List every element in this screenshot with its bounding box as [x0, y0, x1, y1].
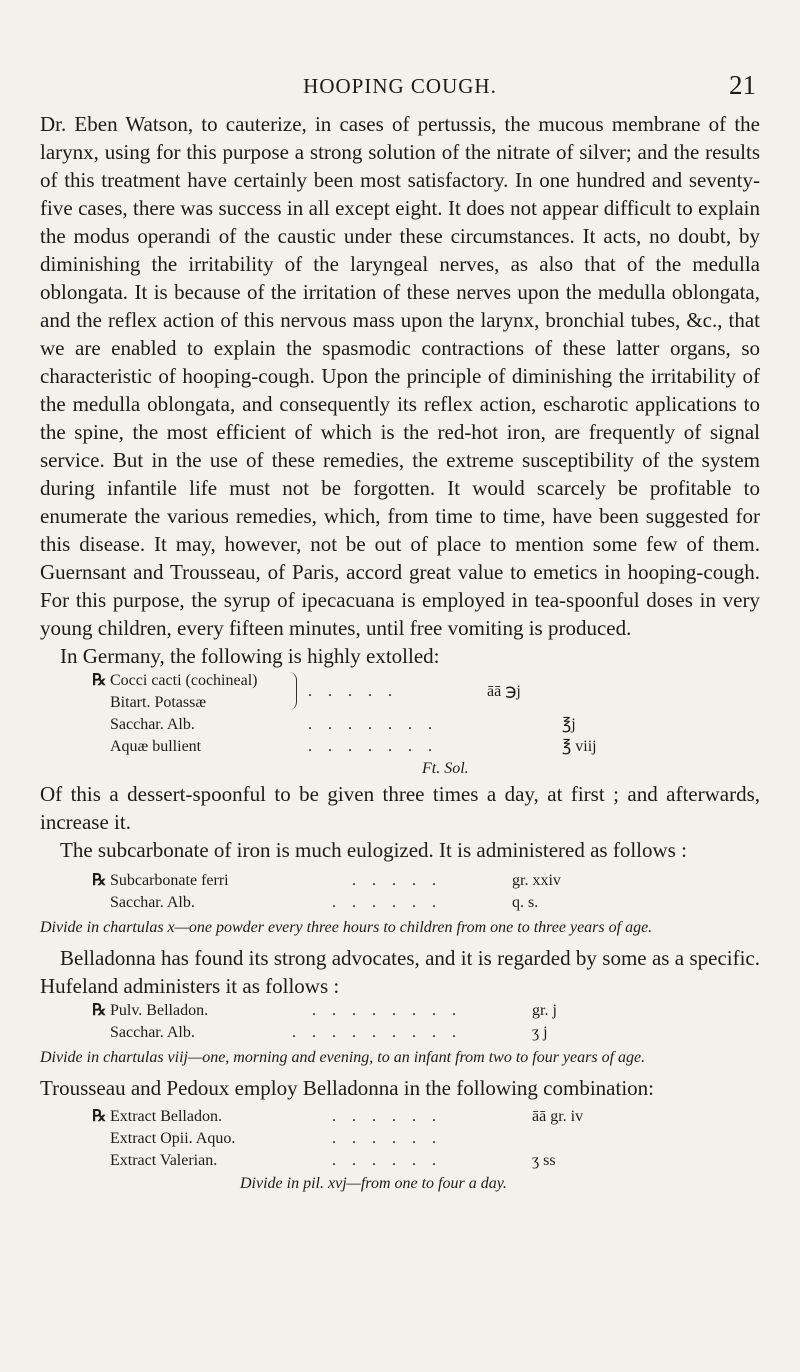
quantity: ℥j [562, 716, 576, 733]
leader-dots: . . . . . . [332, 1152, 442, 1169]
page-number: 21 [729, 70, 756, 100]
brace [288, 672, 297, 710]
ingredient: Sacchar. Alb. [110, 894, 195, 911]
leader-dots: . . . . . . . [308, 716, 438, 733]
brace-group [92, 670, 760, 714]
page-header [40, 70, 760, 104]
ingredient-row [92, 736, 760, 758]
leader-dots: . . . . . . [332, 894, 442, 911]
recipe-symbol: ℞ [92, 1108, 107, 1125]
leader-dots: . . . . . . . . [312, 1002, 462, 1019]
leader-dots: . . . . . [308, 683, 398, 700]
directions: Divide in chartulas viij—one, morning and evening, to an infant from two to four years of age. [40, 1049, 646, 1066]
paragraph: In Germany, the following is highly extolled: [60, 644, 440, 668]
ingredient: Extract Belladon. [110, 1108, 222, 1125]
directions: Divide in chartulas x—one powder every three hours to children from one to three years of age. [40, 919, 653, 936]
ingredient-row [92, 714, 760, 736]
paragraph: Of this a dessert-spoonful to be given three times a day, at first ; and afterwards, increase it. [40, 782, 760, 834]
paragraph: The subcarbonate of iron is much eulogized. It is administered as follows : [60, 838, 687, 862]
paragraph: Belladonna has found its strong advocates, and it is regarded by some as a specific. Hufeland administers it as follows : [40, 946, 760, 998]
ingredient-row [92, 1106, 760, 1128]
leader-dots: . . . . . . [332, 1130, 442, 1147]
ingredient: Sacchar. Alb. [110, 716, 195, 733]
ingredient-row [92, 892, 760, 914]
fiat-solution: Ft. Sol. [422, 760, 469, 777]
ingredient: Pulv. Belladon. [110, 1002, 209, 1019]
paragraph: Dr. Eben Watson, to cauterize, in cases of pertussis, the mucous membrane of the larynx, using for this purpose a strong solution of the nitrate of silver; and the results of this treatment have certainly been most satisfactory. In one hundred and seventy-five cases, there was success in all except eight. It does not appear difficult to explain the modus operandi of the caustic under these circumstances. It acts, no doubt, by diminishing the irritability of the laryngeal nerves, as also that of the medulla oblongata. It is because of the irritation of these nerves upon the medulla oblongata, and the reflex action of this nervous mass upon the larynx, bronchial tubes, &c., that we are enabled to explain the spasmodic contractions of these latter organs, so characteristic of hooping-cough. Upon the principle of diminishing the irritability of the medulla oblongata, and consequently its reflex action, escharotic applications to the spine, the most efficient of which is the red-hot iron, are frequently of signal service. But in the use of these remedies, the extreme susceptibility of the system during infantile life must not be forgotten. It would scarcely be profitable to enumerate the various remedies, which, from time to time, have been suggested for this disease. It may, however, not be out of place to mention some few of them. Guernsant and Trousseau, of Paris, accord great value to emetics in hooping-cough. For this purpose, the syrup of ipecacuana is employed in tea-spoonful doses in very young children, every fifteen minutes, until free vomiting is produced. [40, 112, 760, 640]
quantity: ʒ j [532, 1024, 548, 1041]
prescription-4 [92, 1106, 760, 1172]
leader-dots: . . . . . . . . . [292, 1024, 462, 1041]
ingredient: Extract Valerian. [110, 1152, 218, 1169]
recipe-symbol: ℞ [92, 1002, 107, 1019]
leader-dots: . . . . . . [332, 1108, 442, 1125]
leader-dots: . . . . . . . [308, 738, 438, 755]
prescription-2 [92, 870, 760, 914]
quantity: q. s. [512, 894, 539, 911]
ingredient-row [92, 1150, 760, 1172]
recipe-symbol: ℞ [92, 872, 107, 889]
recipe-symbol: ℞ [92, 672, 107, 689]
ingredient: Cocci cacti (cochineal) [110, 672, 258, 689]
paragraph: Trousseau and Pedoux employ Belladonna in the following combination: [40, 1076, 654, 1100]
leader-dots: . . . . . [352, 872, 442, 889]
quantity: ʒ ss [532, 1152, 556, 1169]
quantity: āā gr. iv [532, 1108, 584, 1125]
prescription-3 [92, 1000, 760, 1044]
directions: Divide in pil. xvj—from one to four a day. [240, 1175, 507, 1192]
ingredient-row [92, 870, 760, 892]
ingredient-row [92, 1000, 760, 1022]
quantity: āā ℈j [487, 683, 521, 700]
prescription-1 [92, 670, 760, 780]
ingredient: Aquæ bullient [110, 738, 202, 755]
quantity: gr. j [532, 1002, 557, 1019]
ingredient: Sacchar. Alb. [110, 1024, 195, 1041]
quantity: gr. xxiv [512, 872, 561, 889]
running-head: HOOPING COUGH. [303, 74, 497, 98]
ingredient-row [92, 1022, 760, 1044]
quantity: ℥ viij [562, 738, 597, 755]
ingredient-row [92, 1128, 760, 1150]
body-text [40, 110, 760, 1196]
ingredient: Extract Opii. Aquo. [110, 1130, 236, 1147]
ingredient: Bitart. Potassæ [110, 694, 207, 711]
ingredient: Subcarbonate ferri [110, 872, 229, 889]
